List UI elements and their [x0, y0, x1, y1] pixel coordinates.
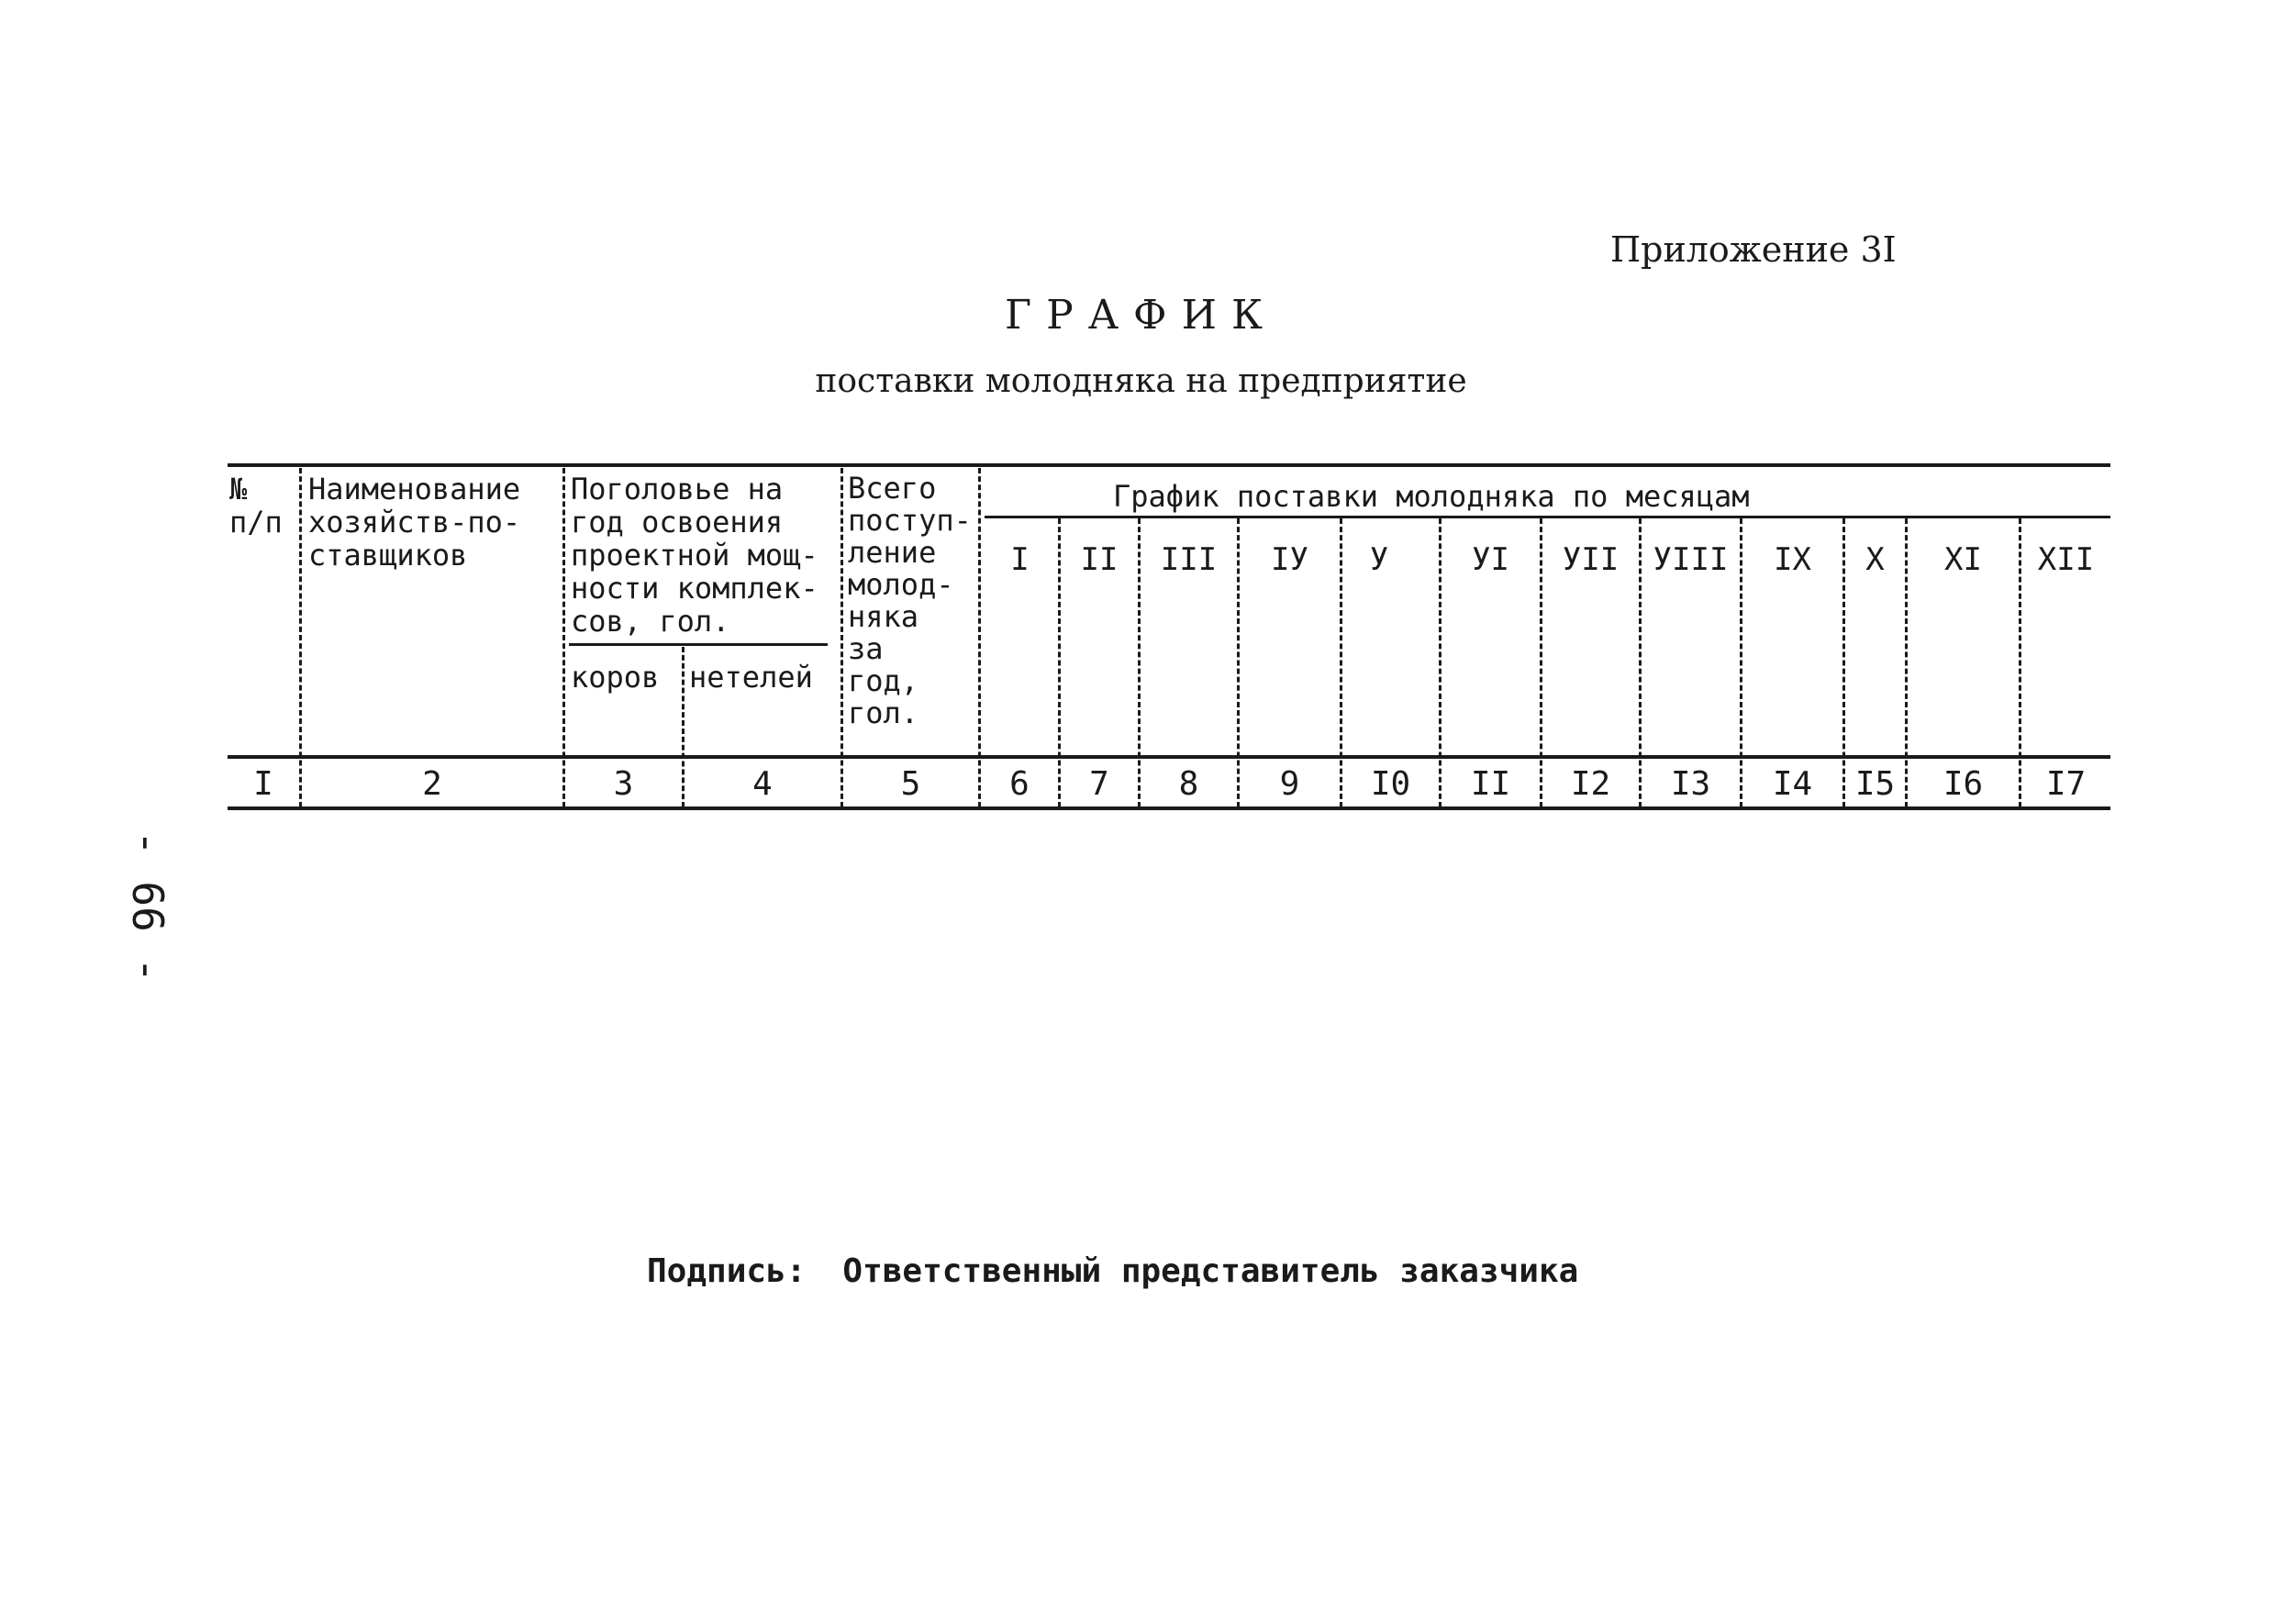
column-number: I7 — [2045, 765, 2087, 803]
header-cows: коров — [571, 660, 660, 695]
col-sep-5 — [978, 468, 981, 807]
column-number: 8 — [1178, 765, 1199, 803]
month-label: УII — [1562, 541, 1620, 578]
column-number: I6 — [1942, 765, 1984, 803]
column-number: I3 — [1670, 765, 1711, 803]
months-header-rule — [985, 516, 2110, 518]
month-label: УI — [1472, 541, 1509, 578]
col-sep-1 — [299, 468, 302, 807]
month-label: ХI — [1944, 541, 1982, 578]
column-number: I5 — [1854, 765, 1896, 803]
herd-subheader-rule — [569, 643, 828, 646]
month-label: III — [1160, 541, 1218, 578]
header-herd-size: Поголовье на год освоения проектной мощ- ности комплек- сов, гол. — [571, 472, 818, 639]
table-top-rule — [228, 463, 2110, 467]
column-number: I — [253, 765, 273, 803]
header-heifers: нетелей — [689, 660, 813, 695]
delivery-schedule-table — [228, 463, 2110, 812]
signature-line — [647, 1252, 1615, 1290]
table-bottom-rule — [228, 806, 2110, 810]
header-supplier-name: Наименование хозяйств-по- ставщиков — [308, 472, 521, 573]
month-label: ХII — [2037, 541, 2095, 578]
month-label: Х — [1865, 541, 1885, 578]
document-title: ГРАФИК — [1004, 292, 1277, 339]
page-number: - 66 - — [123, 830, 173, 984]
col-sep-2 — [562, 468, 565, 807]
month-label: УIII — [1653, 541, 1729, 578]
signature-text: Ответственный представитель заказчика — [842, 1252, 1579, 1290]
column-number: 2 — [422, 765, 442, 803]
month-label: IХ — [1774, 541, 1811, 578]
column-number: 6 — [1009, 765, 1030, 803]
month-label: У — [1369, 541, 1389, 578]
column-number: I0 — [1370, 765, 1411, 803]
header-monthly-schedule: График поставки молодняка по месяцам — [1113, 479, 1750, 514]
header-bottom-rule — [228, 755, 2110, 759]
column-number: II — [1470, 765, 1511, 803]
col-sep-4 — [840, 468, 843, 807]
month-label: IУ — [1271, 541, 1308, 578]
column-number: 9 — [1279, 765, 1300, 803]
signature-label: Подпись: — [647, 1252, 807, 1290]
appendix-label: Приложение 3I — [1610, 229, 1897, 270]
column-number: 3 — [613, 765, 634, 803]
column-number: 5 — [900, 765, 921, 803]
header-total-intake: Всего поступ- ление молод- няка за год, гол. — [848, 471, 972, 730]
column-number: 7 — [1089, 765, 1109, 803]
document-subtitle: поставки молодняка на предприятие — [815, 362, 1467, 400]
column-number: 4 — [752, 765, 773, 803]
column-number: I4 — [1772, 765, 1813, 803]
month-label: I — [1010, 541, 1030, 578]
column-number: I2 — [1570, 765, 1611, 803]
month-label: II — [1080, 541, 1119, 578]
header-no: № п/п — [229, 472, 283, 539]
